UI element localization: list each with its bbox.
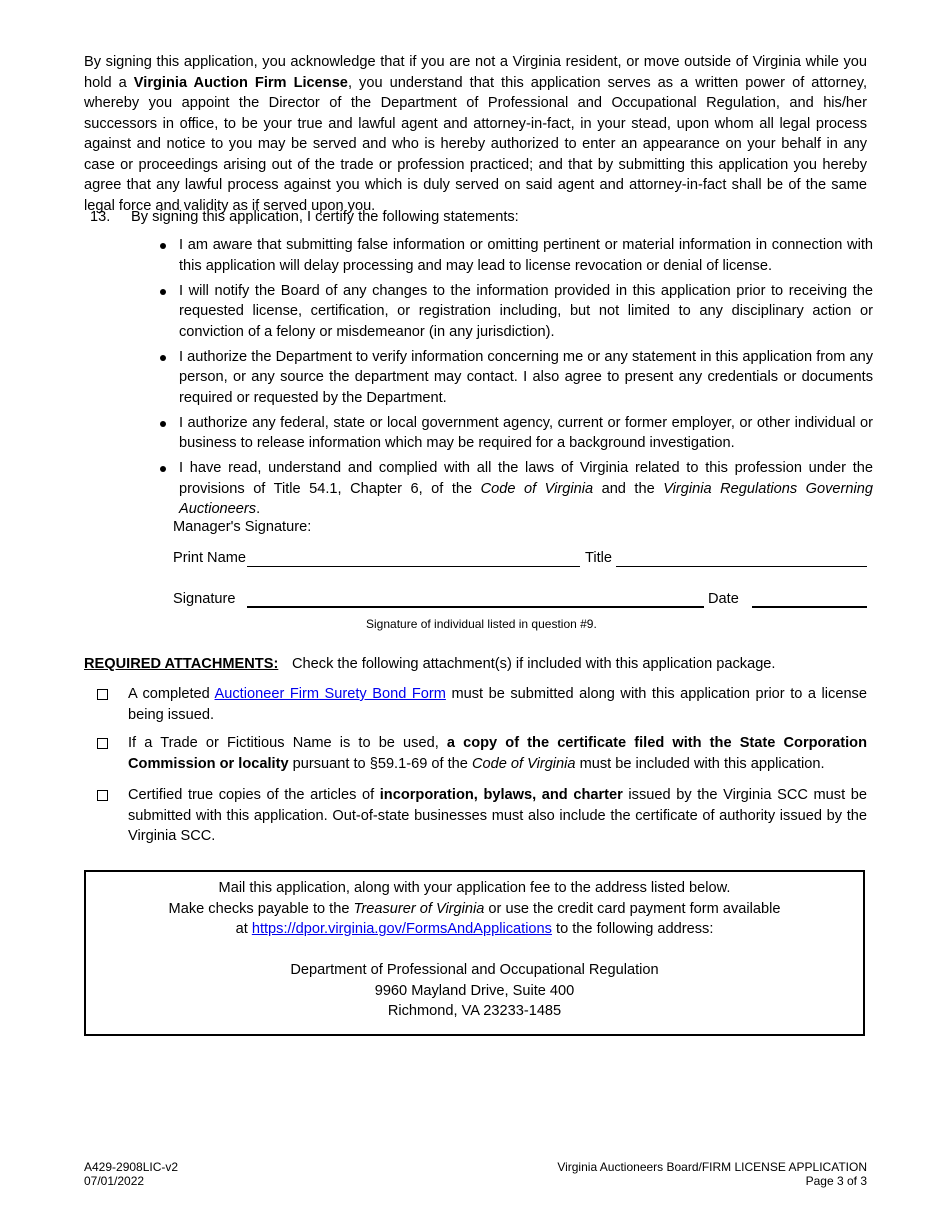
form-date: 07/01/2022 (84, 1174, 145, 1188)
title-label: Title (585, 550, 613, 566)
mail-line-2: Make checks payable to the Treasurer of Virginia or use the credit card payment form available (168, 900, 781, 917)
title-field[interactable] (616, 566, 867, 567)
signature-caption: Signature of individual listed in question #9. (366, 617, 597, 631)
attachments-heading: REQUIRED ATTACHMENTS: (84, 656, 279, 672)
bullet-icon (160, 289, 166, 295)
certification-list (179, 235, 873, 524)
mail-line-3: at https://dpor.virginia.gov/FormsAndApplications to the following address: (235, 921, 714, 937)
checkbox[interactable] (97, 738, 108, 749)
mailing-instructions-box (84, 870, 865, 1036)
mail-line-1: Mail this application, along with your application fee to the address listed below. (218, 880, 731, 896)
license-name: Virginia Auction Firm License (133, 74, 348, 91)
list-item: I authorize the Department to verify information concerning me or any statement in this application from any person, or any source the department may contact. I also agree to present any credentials or documents required or requested by the Department. (179, 347, 873, 409)
item-number: 13. (90, 209, 111, 225)
print-name-field[interactable] (247, 566, 580, 567)
form-title: Virginia Auctioneers Board/FIRM LICENSE APPLICATION (557, 1160, 867, 1174)
signature-label: Signature (173, 591, 236, 607)
address-line-1: Department of Professional and Occupational Regulation (290, 962, 659, 978)
bullet-icon (160, 466, 166, 472)
print-name-label: Print Name (173, 550, 246, 566)
signature-field[interactable] (247, 606, 704, 608)
checkbox[interactable] (97, 689, 108, 700)
bullet-icon (160, 421, 166, 427)
certification-lead: By signing this application, I certify the following statements: (131, 209, 519, 225)
form-id: A429-2908LIC-v2 (84, 1160, 179, 1174)
forms-applications-link[interactable]: https://dpor.virginia.gov/FormsAndApplications (251, 921, 552, 937)
power-of-attorney-paragraph: By signing this application, you acknowledge that if you are not a Virginia resident, or move outside of Virginia while you hold a Virginia Auction Firm License, you understand that this application serves as a written power of attorney, whereby you appoint the Director of the Department of Professional and Occupational Regulation, and his/her successors in office, to be your true and lawful agent and attorney-in-fact, in your stead, upon whom all legal process against and notice to you may be served and who is hereby authorized to enter an appearance on your behalf in any case or proceedings arising out of the trade or profession practiced; and that by submitting this application you hereby agree that any lawful process against you which is duly served on said agent and attorney-in-fact shall be of the same legal force and validity as if served upon you. (84, 54, 867, 214)
list-item: I authorize any federal, state or local government agency, current or former employer, or other individual or business to release information which may be required for a background investigation. (179, 413, 873, 454)
bullet-icon (160, 355, 166, 361)
surety-bond-form-link[interactable]: Auctioneer Firm Surety Bond Form (214, 686, 446, 702)
address-line-3: Richmond, VA 23233-1485 (387, 1003, 562, 1019)
address-line-2: 9960 Mayland Drive, Suite 400 (374, 982, 575, 999)
bullet-icon (160, 243, 166, 249)
manager-signature-label: Manager's Signature: (173, 519, 312, 535)
list-item: I am aware that submitting false information or omitting pertinent or material information in connection with this application will delay processing and may lead to license revocation or denial of license. (179, 235, 873, 276)
list-item: I will notify the Board of any changes to the information provided in this application prior to receiving the requested license, certification, or registration including, but not limited to any disciplinary action or conviction of a felony or misdemeanor (in any jurisdiction). (179, 281, 873, 343)
attachments-instructions: Check the following attachment(s) if included with this application package. (292, 656, 776, 672)
date-field[interactable] (752, 606, 867, 608)
list-item: I have read, understand and complied with all the laws of Virginia related to this profession under the provisions of Title 54.1, Chapter 6, of the Code of Virginia and the Virginia Regulations Governing Auctioneers. (179, 458, 873, 520)
page-number: Page 3 of 3 (805, 1174, 867, 1188)
date-label: Date (708, 591, 739, 607)
page-content: By signing this application, you acknowledge that if you are not a Virginia resident, or move outside of Virginia while you hold a Virginia Auction Firm License, you understand that this application serves as a written power of attorney, whereby you appoint the Director of the Department of Professional and Occupational Regulation, and his/her successors in office, to be your true and lawful agent and attorney-in-fact, in your stead, upon whom all legal process against and notice to you may be served and who is hereby authorized to enter an appearance on your behalf in any case or proceedings arising out of the trade or profession practiced; and that by submitting this application you hereby agree that any lawful process against you which is duly served on said agent and attorney-in-fact shall be of the same legal force and validity as if served upon you. 13. By signing this application, I certify the following statements: I am aware that submitting false information or omitting pertinent or material information in connection with this application will delay processing and may lead to license revocation or denial of license. I will notify the Board of any changes to the information provided in this application prior to receiving the requested license, certification, or registration including, but not limited to any disciplinary action or conviction of a felony or misdemeanor (in any jurisdiction). I authorize the Department to verify information concerning me or any statement in this application from any person, or any source the department may contact. I also agree to present any credentials or documents required or requested by the Department. I authorize any federal, state or local government agency, current or former employer, or other individual or business to release information which may be required for a background investigation. I have read, understand and complied with all the laws of Virginia related to this profession under the provisions of Title 54.1, Chapter 6, of the Code of Virginia and the Virginia Regulations Governing Auctioneers. Manager's Signature: Print Name Title Signature Date Signature of individual listed in question #9. REQUIRED ATTACHMENTS: Check the following attachment(s) if included with this application package. A completed Auctioneer Firm Surety Bond Form must be submitted along with this application prior to a license being issued. If a Trade or Fictitious Name is to be used, a copy of the certificate filed with the State Corporation Commission or locality pursuant to §59.1-69 of the Code of Virginia must be included with this application. Certified true copies of the articles of incorporation, bylaws, and charter issued by the Virginia SCC must be submitted with this application. Out-of-state businesses must also include the certificate of authority issued by the Virginia SCC. Mail this application, along with your application fee to the address listed below. Make checks payable to the Treasurer of Virginia or use the credit card payment form available at https://dpor.virginia.gov/FormsAndApplications to the following address: Department of Professional and Occupational Regulation 9960 Mayland Drive, Suite 400 Richmond, VA 23233-1485 (84, 52, 867, 216)
checkbox[interactable] (97, 790, 108, 801)
